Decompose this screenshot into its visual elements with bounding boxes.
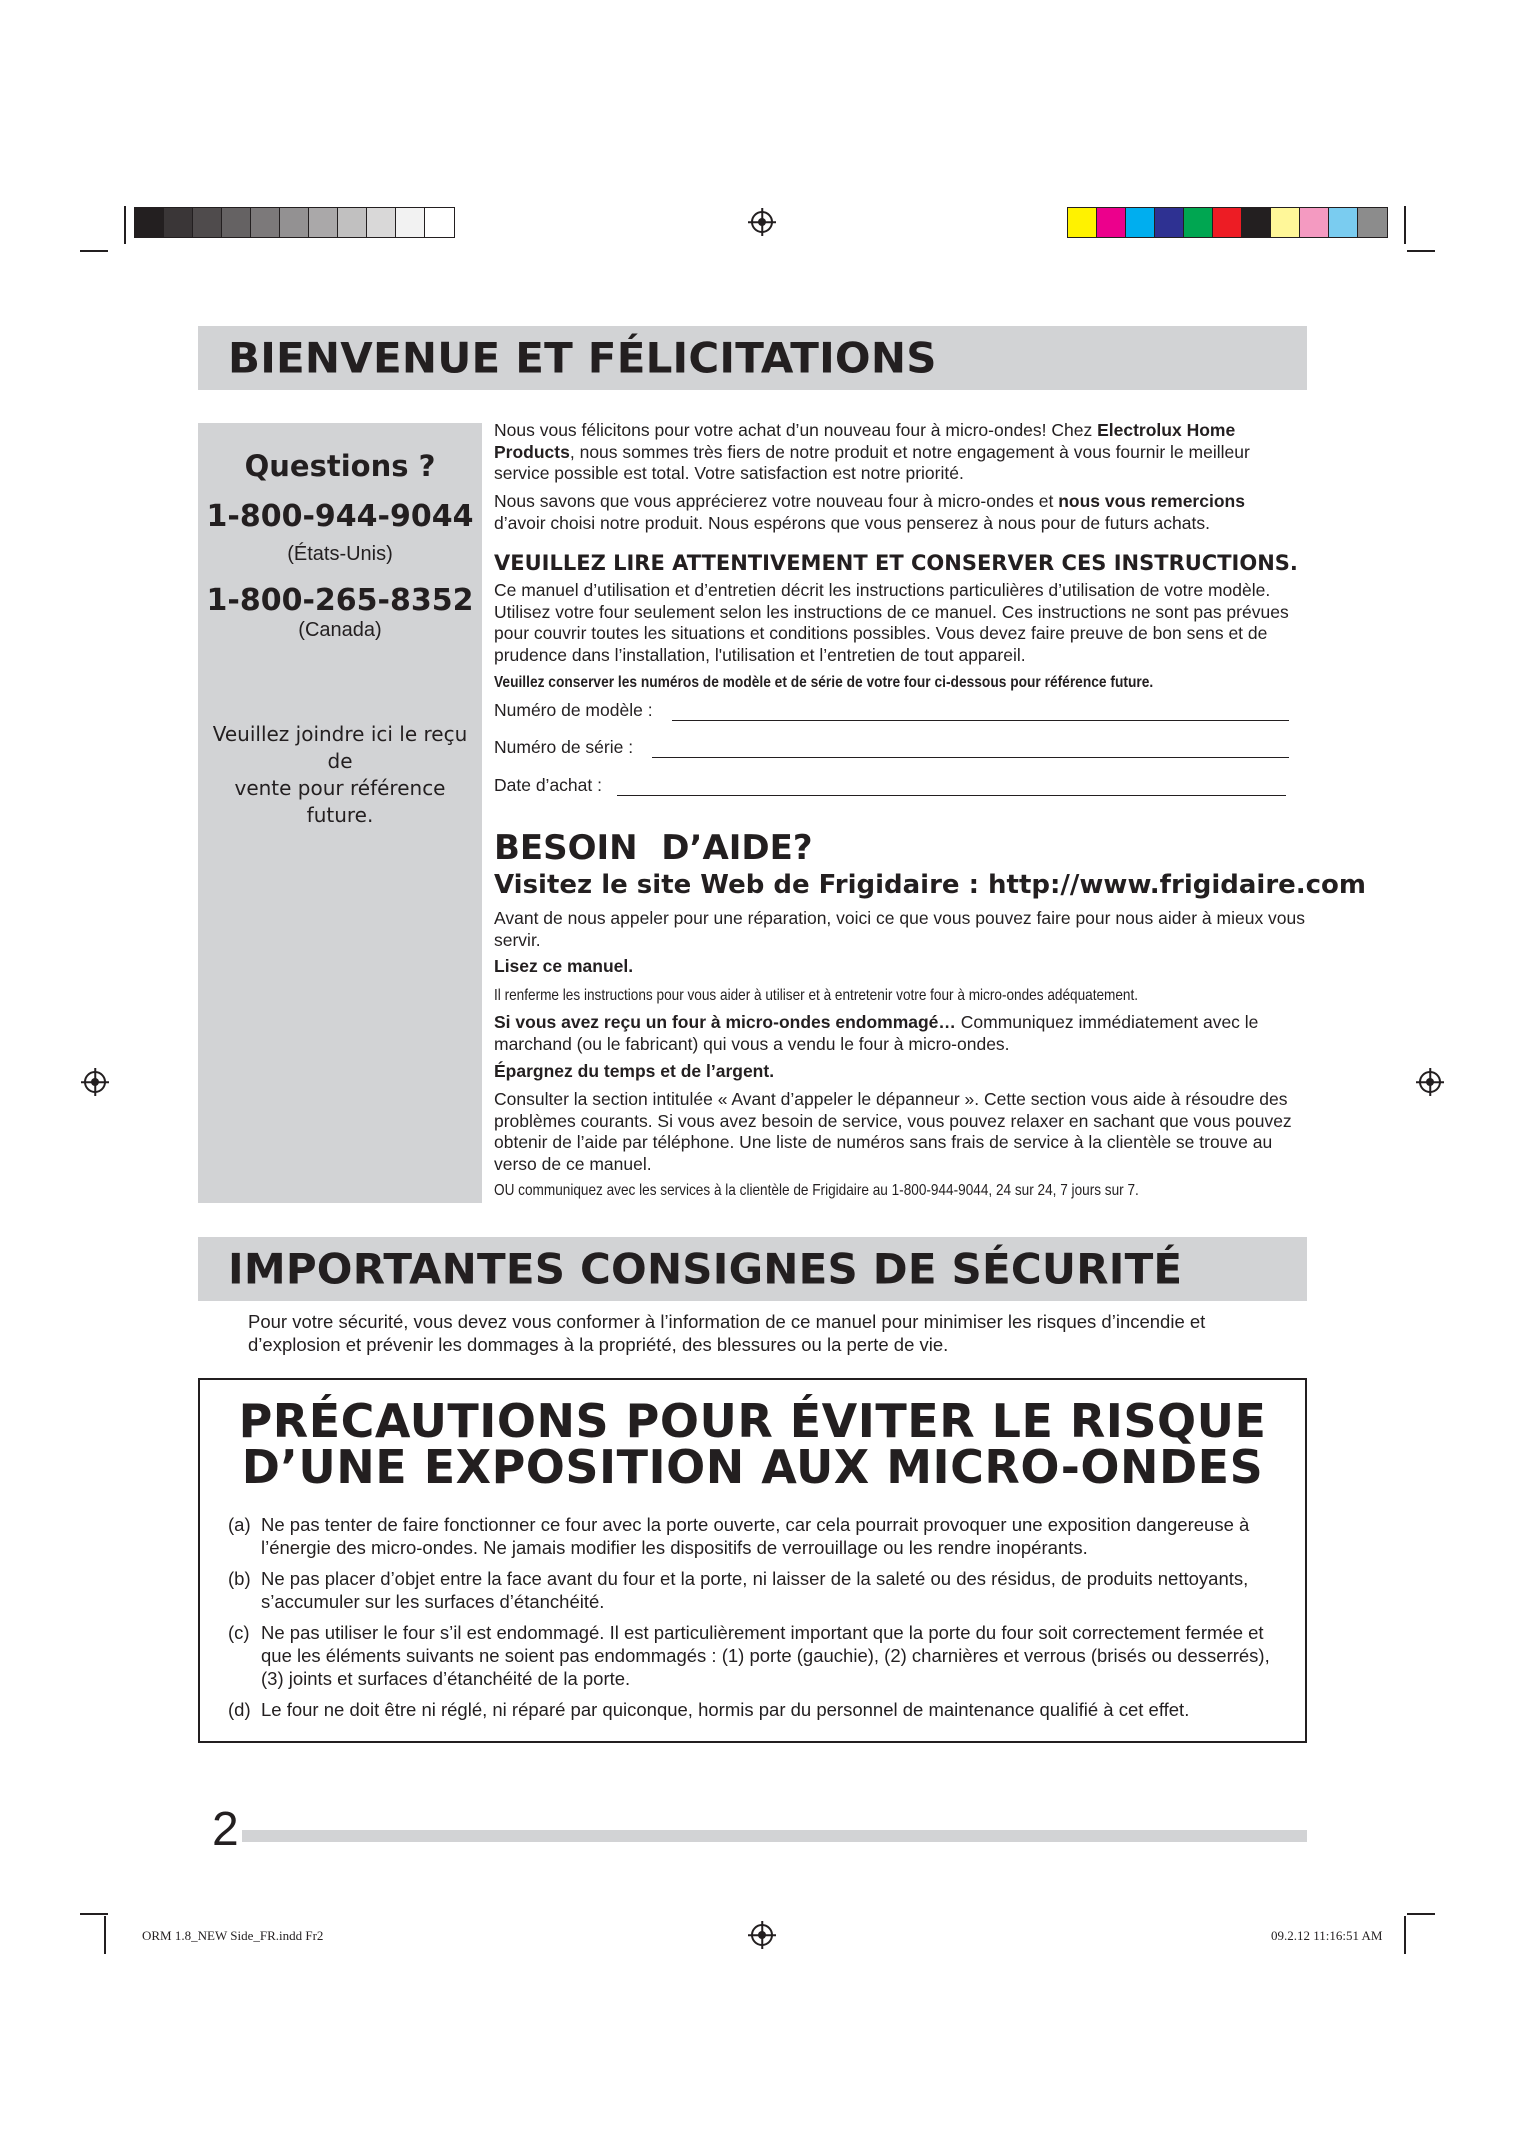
color-swatch bbox=[135, 208, 164, 237]
safety-intro: Pour votre sécurité, vous devez vous conformer à l’information de ce manuel pour minimiser les risques d’incendie et d’explosion et prévenir les dommages à la propriété, des blessures ou la perte de vie. bbox=[248, 1311, 1206, 1355]
color-swatch bbox=[1271, 208, 1300, 237]
color-swatch bbox=[193, 208, 222, 237]
color-swatch bbox=[1300, 208, 1329, 237]
welcome-header bbox=[198, 326, 1307, 390]
model-number-line[interactable] bbox=[672, 720, 1289, 721]
serial-number-label: Numéro de série : bbox=[494, 737, 634, 757]
color-swatch bbox=[396, 208, 425, 237]
precaution-marker: (c) bbox=[228, 1622, 250, 1643]
intro-paragraph-2: Nous savons que vous apprécierez votre nouveau four à micro-ondes et nous vous remercions d’avoir choisi notre produit. Nous espérons que vous penserez à nous pour de futurs achats. bbox=[494, 491, 1245, 533]
damaged-oven-paragraph: Si vous avez reçu un four à micro-ondes endommagé… Communiquez immédiatement avec le marchand (ou le fabricant) qui vous a vendu le four à micro-ondes. bbox=[494, 1012, 1259, 1054]
precaution-text: Ne pas tenter de faire fonctionner ce four avec la porte ouverte, car cela pourrait provoquer une exposition dangereuse à l’énergie des micro-ondes. Ne jamais modifier les dispositifs de verrouillage ou les rendre inopérants. bbox=[261, 1514, 1250, 1558]
contact-service-note: OU communiquez avec les services à la clientèle de Frigidaire au 1-800-944-9044, 24 sur 24, 7 jours sur 7. bbox=[494, 1182, 1139, 1199]
phone-canada: 1-800-265-8352 bbox=[206, 583, 474, 618]
color-swatch bbox=[1126, 208, 1155, 237]
color-swatch bbox=[251, 208, 280, 237]
color-swatch bbox=[338, 208, 367, 237]
process-color-bar bbox=[1067, 207, 1388, 238]
safety-header bbox=[198, 1237, 1307, 1301]
color-swatch bbox=[1242, 208, 1271, 237]
footer-timestamp: 09.2.12 11:16:51 AM bbox=[1271, 1928, 1383, 1943]
precaution-text: Le four ne doit être ni réglé, ni réparé par quiconque, hormis par du personnel de maintenance qualifié à cet effet. bbox=[261, 1699, 1190, 1720]
grayscale-color-bar bbox=[134, 207, 455, 238]
phone-us: 1-800-944-9044 bbox=[206, 499, 474, 534]
color-swatch bbox=[1213, 208, 1242, 237]
precaution-item bbox=[228, 1567, 1288, 1613]
precaution-item bbox=[228, 1621, 1288, 1690]
color-swatch bbox=[1097, 208, 1126, 237]
color-swatch bbox=[1068, 208, 1097, 237]
color-swatch bbox=[164, 208, 193, 237]
purchase-date-line[interactable] bbox=[617, 795, 1286, 796]
registration-mark-icon bbox=[84, 1071, 106, 1093]
precaution-item bbox=[228, 1698, 1288, 1721]
precaution-text: Ne pas utiliser le four s’il est endommagé. Il est particulièrement important que la porte du four soit correctement fermée et que les éléments suivants ne soient pas endommagés : (1) porte (gauchie), (2) charnières et verrous (brisés ou desserrés), (3) joints et surfaces d’étanchéité de la porte. bbox=[261, 1622, 1270, 1689]
save-time-heading: Épargnez du temps et de l’argent. bbox=[494, 1061, 775, 1081]
color-swatch bbox=[1358, 208, 1387, 237]
receipt-note: Veuillez joindre ici le reçu de vente pour référence future. bbox=[212, 722, 468, 827]
welcome-title: BIENVENUE ET FÉLICITATIONS bbox=[228, 333, 937, 383]
precaution-text: Ne pas placer d’objet entre la face avant du four et la porte, ni laisser de la saleté ou des résidus, de produits nettoyants, s’accumuler sur les surfaces d’étanchéité. bbox=[261, 1568, 1249, 1612]
brand-name: Electrolux Home Products bbox=[494, 420, 1236, 462]
registration-mark-icon bbox=[1419, 1071, 1441, 1093]
page-number-rule bbox=[242, 1830, 1307, 1842]
keep-numbers-note: Veuillez conserver les numéros de modèle et de série de votre four ci-dessous pour référence future. bbox=[494, 674, 1154, 691]
page-number: 2 bbox=[212, 1803, 239, 1856]
website-link[interactable]: Visitez le site Web de Frigidaire : http://www.frigidaire.com bbox=[494, 870, 1367, 900]
help-title: BESOIN D’AIDE? bbox=[494, 828, 813, 868]
registration-mark-icon bbox=[751, 211, 773, 233]
color-swatch bbox=[280, 208, 309, 237]
contact-sidebar bbox=[198, 423, 482, 1203]
intro-paragraph-3: Ce manuel d’utilisation et d’entretien décrit les instructions particulières d’utilisation de votre modèle. Utilisez votre four seulement selon les instructions de ce manuel. Ces instructions ne sont pas prévues pour couvrir toutes les situations et conditions possibles. Vous devez faire preuve de bon sens et de prudence dans l’installation, l'utilisation et l’entretien de tout appareil. bbox=[494, 580, 1289, 665]
questions-label: Questions ? bbox=[244, 449, 436, 483]
precaution-marker: (a) bbox=[228, 1514, 251, 1535]
intro-paragraph-1: Nous vous félicitons pour votre achat d’un nouveau four à micro-ondes! Chez Electrolux Home Products, nous sommes très fiers de notre produit et notre engagement à vous fournir le meilleur service possible est total. Votre satisfaction est notre priorité. bbox=[494, 420, 1250, 483]
precautions-list bbox=[228, 1513, 1288, 1729]
color-swatch bbox=[1329, 208, 1358, 237]
save-time-text: Consulter la section intitulée « Avant d’appeler le dépanneur ». Cette section vous aide à résoudre des problèmes courants. Si vous avez besoin de service, vous pouvez relaxer en sachant que vous pouvez obtenir de l’aide par téléphone. Une liste de numéros sans frais de service à la clientèle se trouve au verso de ce manuel. bbox=[494, 1089, 1292, 1174]
read-manual-heading: Lisez ce manuel. bbox=[494, 956, 634, 976]
safety-title: IMPORTANTES CONSIGNES DE SÉCURITÉ bbox=[228, 1244, 1183, 1294]
color-swatch bbox=[1184, 208, 1213, 237]
color-swatch bbox=[222, 208, 251, 237]
color-swatch bbox=[309, 208, 338, 237]
help-intro: Avant de nous appeler pour une réparation, voici ce que vous pouvez faire pour nous aider à mieux vous servir. bbox=[494, 908, 1306, 950]
serial-number-line[interactable] bbox=[652, 757, 1289, 758]
footer-filename: ORM 1.8_NEW Side_FR.indd Fr2 bbox=[142, 1928, 324, 1943]
precautions-box bbox=[198, 1378, 1307, 1743]
purchase-date-label: Date d’achat : bbox=[494, 775, 602, 795]
precaution-item bbox=[228, 1513, 1288, 1559]
precaution-marker: (b) bbox=[228, 1568, 251, 1589]
read-manual-text: Il renferme les instructions pour vous aider à utiliser et à entretenir votre four à micro-ondes adéquatement. bbox=[494, 987, 1139, 1004]
country-us: (États-Unis) bbox=[287, 543, 393, 565]
precaution-marker: (d) bbox=[228, 1699, 251, 1720]
model-number-label: Numéro de modèle : bbox=[494, 700, 653, 720]
color-swatch bbox=[1155, 208, 1184, 237]
color-swatch bbox=[425, 208, 454, 237]
precautions-title: PRÉCAUTIONS POUR ÉVITER LE RISQUE D’UNE EXPOSITION AUX MICRO-ONDES bbox=[238, 1394, 1267, 1494]
country-canada: (Canada) bbox=[298, 619, 382, 641]
read-instructions-heading: VEUILLEZ LIRE ATTENTIVEMENT ET CONSERVER CES INSTRUCTIONS. bbox=[494, 551, 1298, 575]
registration-mark-icon bbox=[751, 1924, 773, 1946]
color-swatch bbox=[367, 208, 396, 237]
